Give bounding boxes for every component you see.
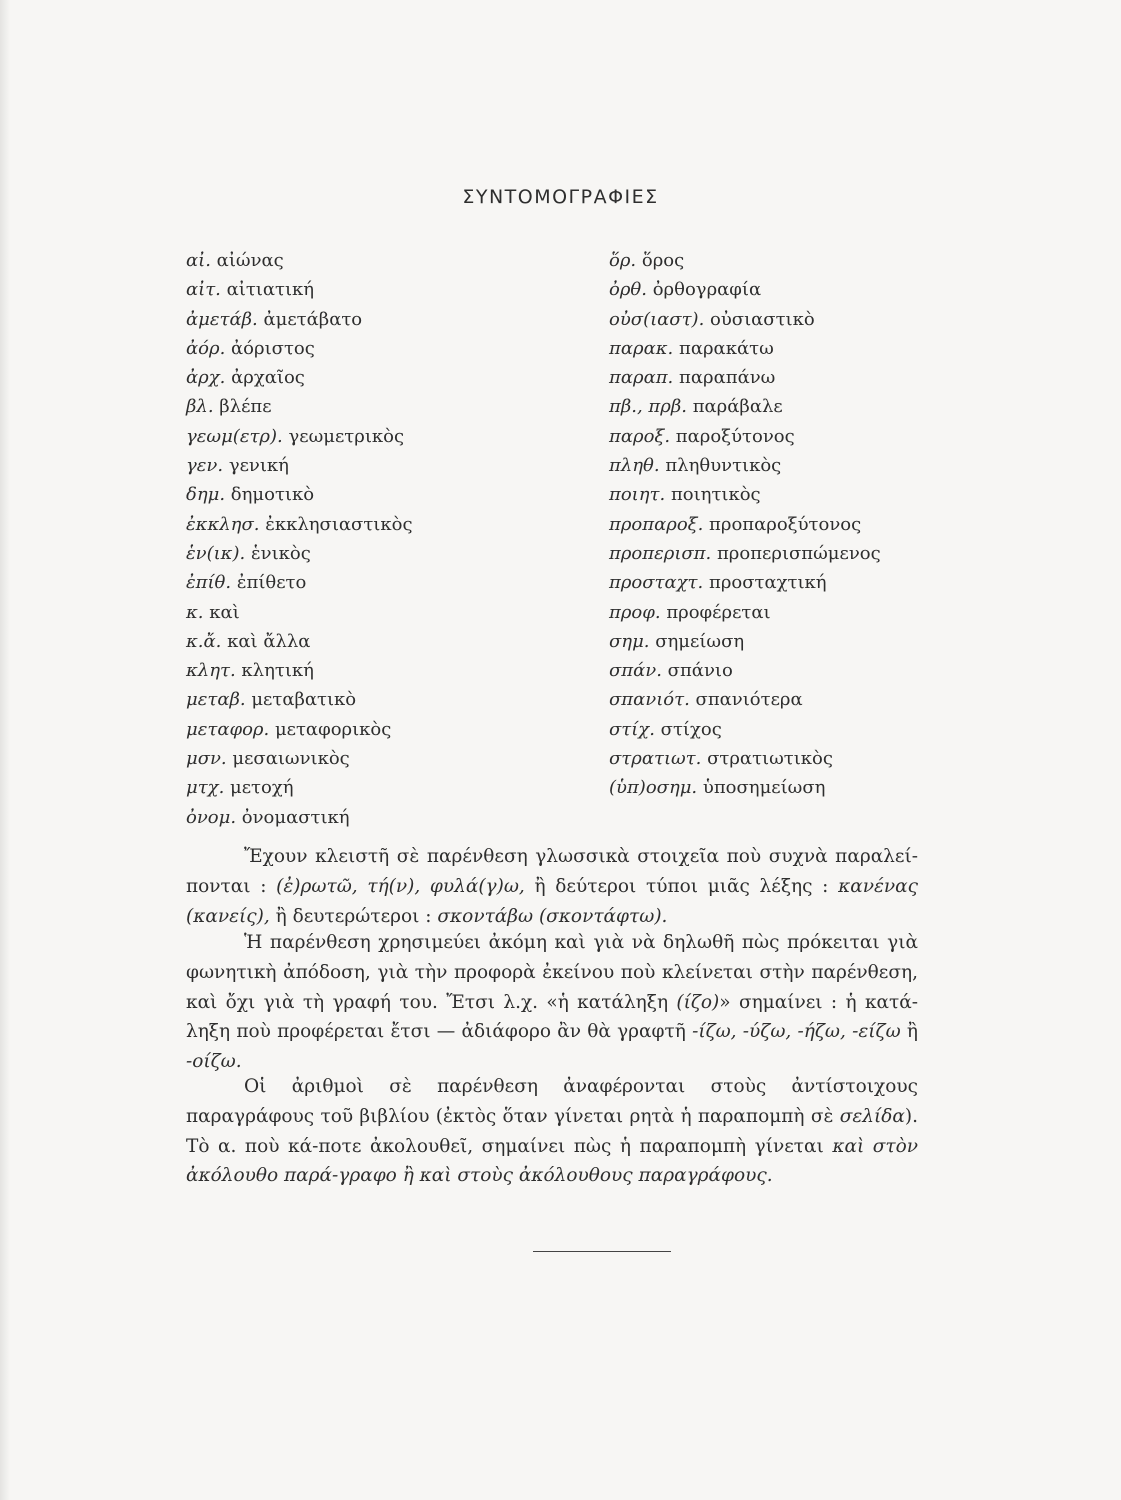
abbreviation-term: ἀμετάβ. — [186, 308, 258, 330]
abbreviation-term: προπαροξ. — [609, 513, 704, 535]
italic-text: -ίζω, -ύζω, -ήζω, -είζω — [692, 1021, 901, 1043]
abbreviation-term: ἑν(ικ). — [186, 542, 246, 564]
abbreviation-meaning: ἑνικὸς — [250, 542, 311, 564]
abbreviation-row — [609, 539, 881, 568]
abbreviation-meaning: δημοτικὸ — [230, 484, 315, 506]
abbreviation-row — [609, 744, 881, 773]
abbreviation-row — [609, 627, 881, 656]
abbreviation-term: κλητ. — [186, 660, 236, 682]
abbreviation-meaning: προπαροξύτονος — [709, 513, 862, 535]
abbreviation-row — [186, 246, 413, 275]
abbreviation-row — [609, 685, 881, 714]
abbreviation-term: προπερισπ. — [609, 542, 712, 564]
abbreviation-row — [186, 451, 413, 480]
abbreviation-term: σπάν. — [609, 660, 662, 682]
abbreviation-row — [186, 363, 413, 392]
abbreviation-meaning: προφέρεται — [666, 601, 771, 623]
abbreviation-meaning: παράβαλε — [692, 396, 783, 418]
abbreviation-row — [609, 773, 881, 802]
abbreviation-meaning: καὶ ἄλλα — [227, 630, 311, 652]
italic-text: σκοντάβω (σκοντάφτω). — [437, 905, 668, 927]
body-text: Ἔχουν κλειστῆ σὲ παρένθεση γλωσσικὰ στοιχεῖα ποὺ συχνὰ παραλεί-πονται : — [186, 846, 918, 897]
body-text: ἢ δεύτεροι τύποι μιᾶς λέξης : — [524, 875, 839, 897]
italic-text: κανένας (κανείς), — [186, 875, 918, 927]
italic-text: (ἐ)ρωτῶ, τή(ν), φυλά(γ)ω, — [276, 875, 525, 897]
abbreviation-row — [609, 334, 881, 363]
abbreviation-row — [609, 480, 881, 509]
abbreviation-meaning: στίχος — [660, 718, 722, 740]
abbreviation-term: πληθ. — [609, 455, 660, 477]
italic-text: -οίζω. — [186, 1051, 242, 1073]
abbreviation-term: προσταχτ. — [609, 572, 704, 594]
abbreviation-term: μεταβ. — [186, 689, 246, 711]
abbreviation-row — [186, 656, 413, 685]
abbreviation-meaning: πληθυντικὸς — [665, 455, 782, 477]
abbreviation-row — [186, 744, 413, 773]
abbreviation-meaning: γενική — [228, 455, 289, 477]
abbreviation-row — [609, 305, 881, 334]
abbreviation-term: κ.ἄ. — [186, 630, 222, 652]
abbreviation-term: γεν. — [186, 455, 224, 477]
abbreviation-row — [186, 685, 413, 714]
abbreviation-term: μτχ. — [186, 777, 225, 799]
abbreviation-term: ἀρχ. — [186, 367, 226, 389]
abbreviation-row — [609, 568, 881, 597]
abbreviation-term: οὐσ(ιαστ). — [609, 308, 705, 330]
abbreviation-row — [186, 334, 413, 363]
closing-rule — [533, 1251, 671, 1252]
abbreviation-row — [186, 510, 413, 539]
abbreviation-list-right — [609, 246, 881, 803]
italic-text: καὶ στὸν ἀκόλουθο παρά-γραφο ἢ καὶ στοὺς ἀκόλουθους παραγράφους. — [186, 1135, 918, 1187]
abbreviation-row — [186, 568, 413, 597]
abbreviation-meaning: ἀρχαῖος — [231, 367, 305, 389]
abbreviation-term: ὅρ. — [609, 250, 637, 271]
abbreviation-meaning: αἰώνας — [216, 250, 284, 271]
paragraph-brackets — [186, 842, 918, 931]
abbreviation-list-left — [186, 246, 413, 832]
abbreviation-meaning: μεσαιωνικὸς — [232, 748, 350, 770]
abbreviation-row — [609, 275, 881, 304]
abbreviation-meaning: ἐκκλησιαστικὸς — [265, 513, 413, 535]
abbreviation-meaning: σπάνιο — [667, 660, 733, 682]
paragraph-text — [186, 928, 918, 1077]
body-text: Οἱ ἀριθμοὶ σὲ παρένθεση ἀναφέρονται στοὺς ἀντίστοιχους παραγράφους τοῦ βιβλίου (ἐκτὸς ὅταν γίνεται ρητὰ ἡ παραπομπὴ σὲ — [186, 1076, 918, 1127]
abbreviation-meaning: γεωμετρικὸς — [288, 425, 405, 447]
abbreviation-term: βλ. — [186, 396, 214, 418]
abbreviation-row — [609, 510, 881, 539]
abbreviation-term: αἰ. — [186, 250, 211, 271]
abbreviation-meaning: ποιητικὸς — [670, 484, 761, 506]
abbreviation-term: ἀόρ. — [186, 337, 226, 359]
abbreviation-term: ὀνομ. — [186, 806, 237, 828]
abbreviation-row — [609, 422, 881, 451]
abbreviation-meaning: παραπάνω — [679, 367, 776, 389]
abbreviation-meaning: παρακάτω — [678, 337, 774, 359]
abbreviation-row — [186, 773, 413, 802]
paragraph-numbers — [186, 1072, 918, 1191]
abbreviation-term: αἰτ. — [186, 279, 221, 301]
abbreviation-meaning: κλητική — [241, 660, 314, 682]
abbreviation-row — [186, 803, 413, 832]
abbreviation-row — [186, 480, 413, 509]
abbreviation-row — [609, 656, 881, 685]
abbreviation-term: ἐπίθ. — [186, 572, 232, 594]
abbreviation-meaning: καὶ — [209, 601, 240, 623]
abbreviation-meaning: ὀρθογραφία — [652, 279, 762, 301]
abbreviation-term: (ὑπ)οσημ. — [609, 777, 698, 799]
page-title: ΣΥΝΤΟΜΟΓΡΑΦΙΕΣ — [462, 186, 659, 208]
body-text: ). Τὸ α. ποὺ κά-ποτε ἀκολουθεῖ, σημαίνει πὼς ἡ παραπομπὴ γίνεται — [186, 1105, 918, 1157]
abbreviation-meaning: ἀόριστος — [231, 337, 315, 359]
abbreviation-term: ὀρθ. — [609, 279, 647, 301]
abbreviation-term: μεταφορ. — [186, 718, 270, 740]
abbreviation-term: στρατιωτ. — [609, 748, 702, 770]
abbreviation-meaning: μεταβατικὸ — [251, 689, 357, 711]
abbreviation-term: ἐκκλησ. — [186, 513, 260, 535]
abbreviation-row — [186, 715, 413, 744]
abbreviation-term: σημ. — [609, 630, 650, 652]
abbreviation-meaning: αἰτιατική — [226, 279, 315, 301]
abbreviation-meaning: σπανιότερα — [695, 689, 803, 711]
abbreviation-row — [186, 392, 413, 421]
abbreviation-term: σπανιότ. — [609, 689, 690, 711]
abbreviation-row — [609, 392, 881, 421]
abbreviation-term: γεωμ(ετρ). — [186, 425, 283, 447]
abbreviation-meaning: ἀμετάβατο — [263, 308, 363, 330]
paragraph-text — [186, 842, 918, 931]
abbreviation-row — [609, 246, 881, 275]
abbreviation-meaning: ὑποσημείωση — [702, 777, 826, 799]
abbreviation-term: προφ. — [609, 601, 661, 623]
body-text: » σημαίνει : ἡ κατά-ληξη ποὺ προφέρεται ἔτσι — ἀδιάφορο ἂν θὰ γραφτῆ — [186, 991, 918, 1043]
abbreviation-meaning: ὅρος — [641, 250, 685, 271]
abbreviation-row — [186, 627, 413, 656]
abbreviation-row — [186, 539, 413, 568]
abbreviation-term: κ. — [186, 601, 204, 623]
body-text: ἢ — [900, 1021, 918, 1043]
abbreviation-row — [186, 598, 413, 627]
abbreviation-term: παρακ. — [609, 337, 674, 359]
abbreviation-term: παροξ. — [609, 425, 671, 447]
page-edge — [0, 0, 10, 1500]
abbreviation-term: μσν. — [186, 748, 227, 770]
abbreviation-meaning: στρατιωτικὸς — [707, 748, 833, 770]
abbreviation-term: δημ. — [186, 484, 226, 506]
abbreviation-row — [186, 422, 413, 451]
paragraph-text — [186, 1072, 918, 1191]
abbreviation-meaning: προσταχτική — [708, 572, 827, 594]
abbreviation-meaning: μεταφορικὸς — [274, 718, 392, 740]
abbreviation-row — [609, 598, 881, 627]
abbreviation-meaning: μετοχή — [230, 777, 294, 799]
abbreviation-row — [609, 715, 881, 744]
abbreviation-meaning: οὐσιαστικὸ — [710, 308, 815, 330]
abbreviation-row — [186, 305, 413, 334]
paragraph-phonetic — [186, 928, 918, 1077]
abbreviation-meaning: σημείωση — [655, 630, 745, 652]
italic-text: σελίδα — [839, 1105, 905, 1127]
abbreviation-term: ποιητ. — [609, 484, 666, 506]
abbreviation-row — [609, 363, 881, 392]
abbreviation-meaning: προπερισπώμενος — [716, 542, 881, 564]
body-text: ἢ δευτερώτεροι : — [269, 905, 438, 927]
abbreviation-meaning: ἐπίθετο — [236, 572, 307, 594]
abbreviation-meaning: βλέπε — [219, 396, 272, 418]
abbreviation-term: πβ., πρβ. — [609, 396, 687, 418]
abbreviation-row — [609, 451, 881, 480]
abbreviation-meaning: ὀνομαστική — [241, 806, 350, 828]
abbreviation-row — [186, 275, 413, 304]
body-text: Ἡ παρένθεση χρησιμεύει ἀκόμη καὶ γιὰ νὰ δηλωθῆ πὼς πρόκειται γιὰ φωνητικὴ ἀπόδοση, γιὰ τὴν προφορὰ ἐκείνου ποὺ κλείνεται στὴν παρένθεση, καὶ ὄχι γιὰ τὴ γραφή του. Ἔτσι λ.χ. «ἡ κατάληξη — [186, 932, 918, 1013]
italic-text: (ίζο) — [676, 991, 720, 1013]
abbreviation-meaning: παροξύτονος — [675, 425, 795, 447]
abbreviation-term: παραπ. — [609, 367, 674, 389]
abbreviation-term: στίχ. — [609, 718, 655, 740]
